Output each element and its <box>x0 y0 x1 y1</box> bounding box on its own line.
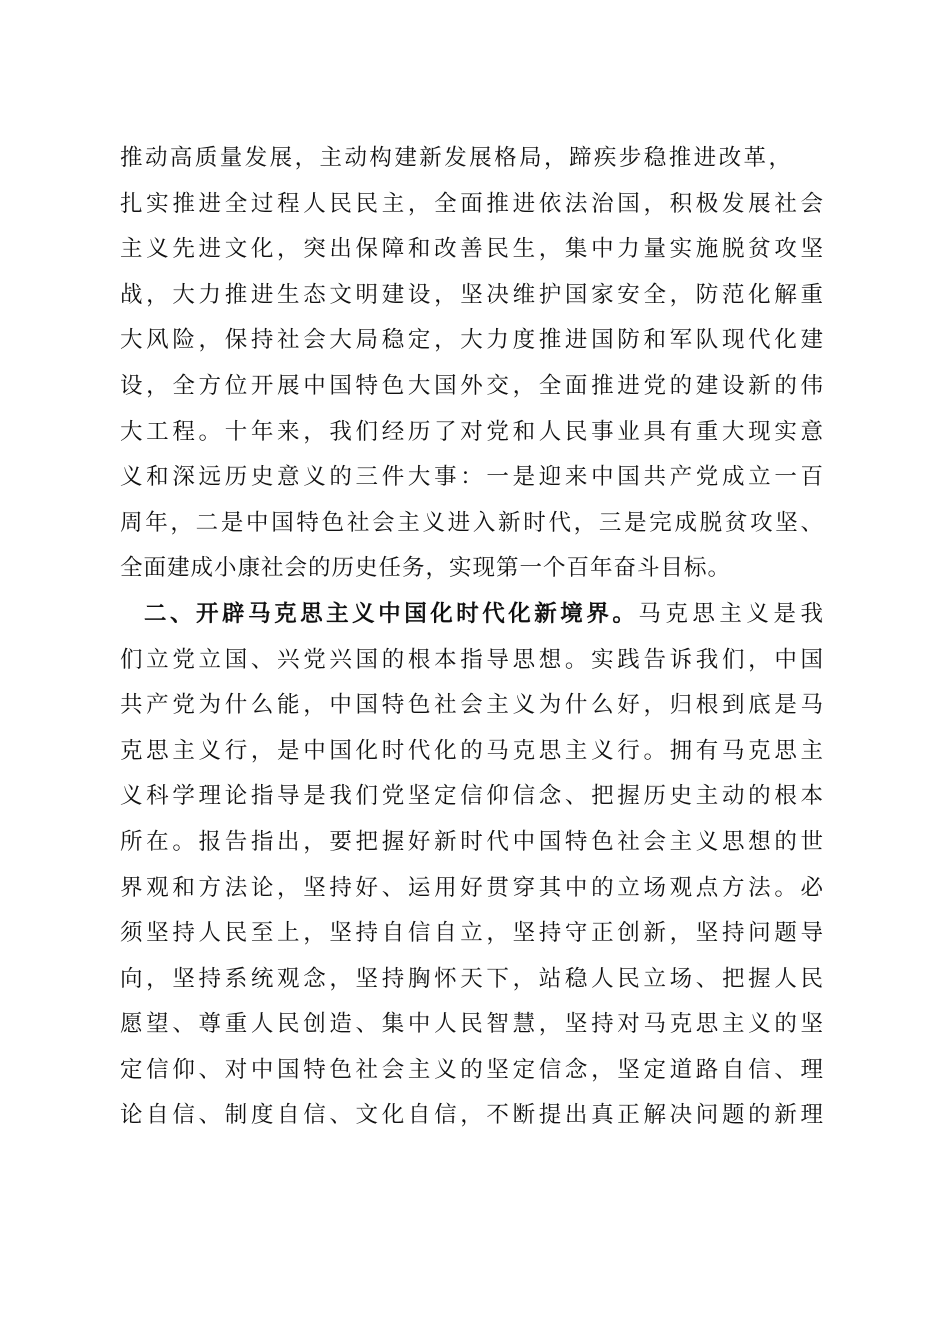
text-line: 定信仰、对中国特色社会主义的坚定信念，坚定道路自信、理 <box>120 1056 824 1083</box>
text-line: 向，坚持系统观念，坚持胸怀天下，站稳人民立场、把握人民 <box>120 965 824 992</box>
text-line: 界观和方法论，坚持好、运用好贯穿其中的立场观点方法。必 <box>120 874 824 901</box>
text-line: 义和深远历史意义的三件大事：一是迎来中国共产党成立一百 <box>120 464 824 491</box>
text-line: 大工程。十年来，我们经历了对党和人民事业具有重大现实意 <box>120 418 824 445</box>
text-line: 愿望、尊重人民创造、集中人民智慧，坚持对马克思主义的坚 <box>120 1011 824 1038</box>
text-run: 马克思主义是我 <box>638 600 824 627</box>
text-line: 扎实推进全过程人民民主，全面推进依法治国，积极发展社会 <box>120 190 824 217</box>
section-heading: 二、开辟马克思主义中国化时代化新境界。 <box>144 600 639 627</box>
text-line: 战，大力推进生态文明建设，坚决维护国家安全，防范化解重 <box>120 281 824 308</box>
text-line: 推动高质量发展，主动构建新发展格局，蹄疾步稳推进改革， <box>120 145 792 171</box>
heading-line <box>120 592 824 638</box>
text-line: 义科学理论指导是我们党坚定信仰信念、把握历史主动的根本 <box>120 783 824 810</box>
text-line: 全面建成小康社会的历史任务，实现第一个百年奋斗目标。 <box>120 555 732 582</box>
text-line: 周年，二是中国特色社会主义进入新时代，三是完成脱贫攻坚、 <box>120 509 824 536</box>
text-line: 须坚持人民至上，坚持自信自立，坚持守正创新，坚持问题导 <box>120 920 824 947</box>
text-line: 主义先进文化，突出保障和改善民生，集中力量实施脱贫攻坚 <box>120 236 824 263</box>
text-line: 们立党立国、兴党兴国的根本指导思想。实践告诉我们，中国 <box>120 646 824 673</box>
text-line: 所在。报告指出，要把握好新时代中国特色社会主义思想的世 <box>120 828 824 855</box>
paragraph-achievements <box>120 136 824 592</box>
text-line: 论自信、制度自信、文化自信，不断提出真正解决问题的新理 <box>120 1102 824 1129</box>
paragraph-marxism <box>120 592 824 1139</box>
text-line: 克思主义行，是中国化时代化的马克思主义行。拥有马克思主 <box>120 737 824 764</box>
text-line: 共产党为什么能，中国特色社会主义为什么好，归根到底是马 <box>120 692 824 719</box>
body-text <box>120 136 824 1139</box>
text-line: 大风险，保持社会大局稳定，大力度推进国防和军队现代化建 <box>120 327 824 354</box>
text-line: 设，全方位开展中国特色大国外交，全面推进党的建设新的伟 <box>120 372 824 399</box>
